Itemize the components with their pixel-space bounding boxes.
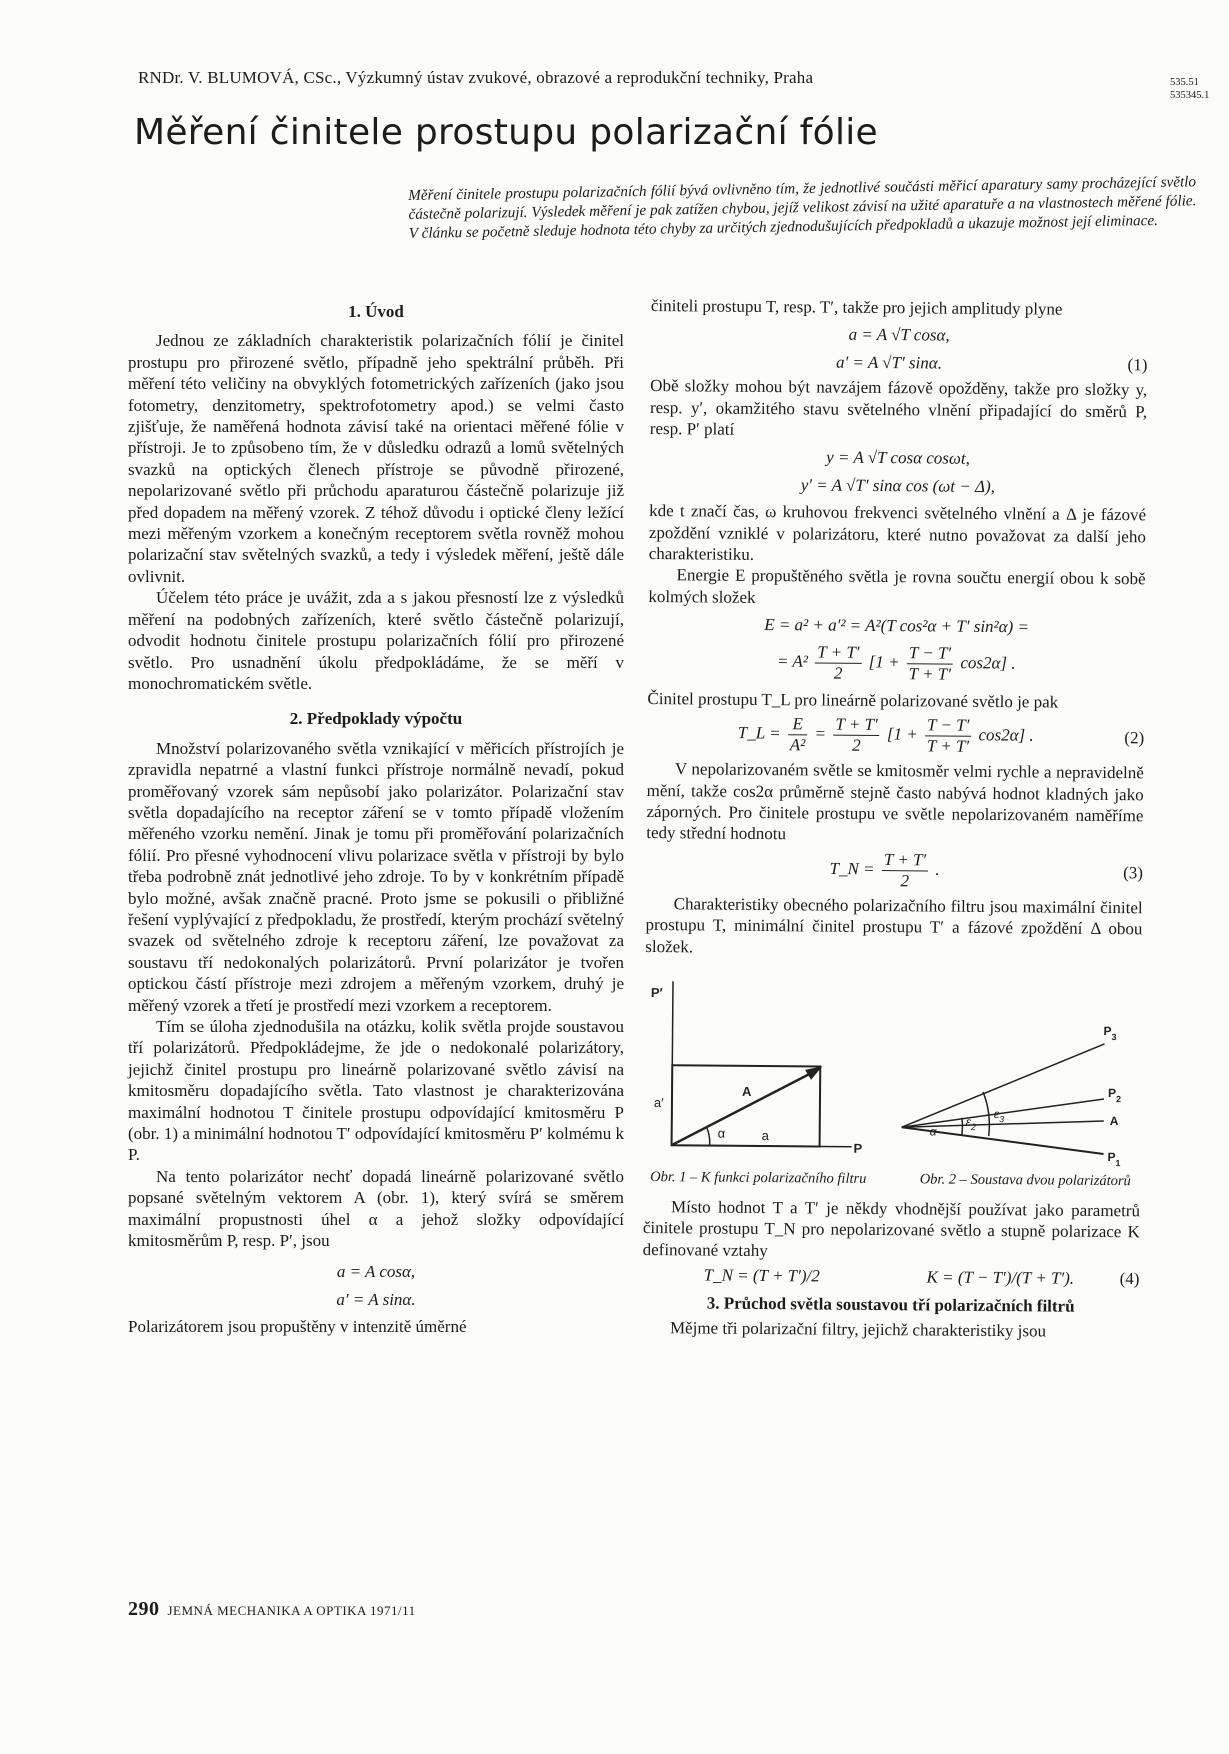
fraction bbox=[925, 716, 972, 757]
section-heading-assumptions: 2. Předpoklady výpočtu bbox=[289, 709, 463, 729]
paragraph: Činitel prostupu T_L pro lineárně polarizované světlo je pak bbox=[647, 688, 1059, 712]
paragraph: kde t značí čas, ω kruhovou frekvenci světelného vlnění a Δ je fázové zpoždění vzniklé v polarizátoru, které nutno považovat za další jeho charakteristiku. bbox=[648, 501, 1147, 564]
fig1-label-p-prime: P′ bbox=[650, 984, 663, 1001]
udc-2: 535345.1 bbox=[1170, 90, 1210, 101]
numerator: T − T′ bbox=[907, 643, 953, 664]
fig1-label-p: P bbox=[853, 1140, 863, 1156]
vector-arrowhead bbox=[806, 1067, 820, 1078]
eq-part: cos2α] . bbox=[960, 652, 1016, 673]
equation-number: (4) bbox=[1119, 1269, 1140, 1289]
equation: E = a² + a′² = A²(T cos²α + T′ sin²α) = bbox=[764, 615, 1030, 637]
equation-row bbox=[646, 848, 1143, 893]
fig2-p2-sub: 2 bbox=[1115, 1094, 1122, 1105]
fig2-p3-sub: 3 bbox=[1111, 1031, 1117, 1043]
journal-name: JEMNÁ MECHANIKA A OPTIKA 1971/11 bbox=[167, 1603, 416, 1618]
numerator: E bbox=[788, 714, 808, 735]
equation bbox=[648, 641, 1145, 686]
eq-part: = bbox=[814, 723, 827, 744]
numerator: T + T′ bbox=[882, 850, 928, 871]
numerator: T − T′ bbox=[925, 716, 971, 737]
paragraph: Mějme tři polarizační filtry, jejichž charakteristiky jsou bbox=[669, 1318, 1047, 1341]
equation: a′ = A sinα. bbox=[336, 1289, 416, 1309]
equation: a′ = A √T′ sinα. bbox=[835, 352, 943, 373]
denominator: 2 bbox=[852, 735, 861, 755]
paragraph: Obě složky mohou být navzájem fázově opožděny, takže pro složky y, resp. y′, okamžitého stavu světelného vlnění připadající do směrů P, resp. P′ platí bbox=[649, 376, 1148, 439]
fraction bbox=[833, 715, 880, 756]
eq-part: . bbox=[935, 859, 940, 879]
angle-arc-eps2 bbox=[962, 1118, 963, 1136]
eq-part: [1 + bbox=[868, 652, 900, 672]
fig2-label-p3 bbox=[1103, 1024, 1116, 1042]
equation-number: (3) bbox=[1123, 862, 1144, 882]
page-footer bbox=[128, 1598, 416, 1621]
fig2-eps3-sub: 3 bbox=[999, 1114, 1005, 1125]
equation: a = A √T cosα, bbox=[848, 325, 950, 346]
fig1-label-a: A bbox=[741, 1083, 752, 1099]
paragraph: Energie E propuštěného světla je rovna součtu energií obou k sobě kolmých složek bbox=[648, 565, 1146, 607]
fig2-label-a: A bbox=[1109, 1113, 1119, 1129]
left-column bbox=[128, 291, 624, 1338]
angle-arc bbox=[707, 1127, 710, 1145]
paragraph: Charakteristiky obecného polarizačního filtru jsou maximální činitel prostupu T, minimální činitel prostupu T′ a fázové zpoždění Δ obou složek. bbox=[645, 893, 1143, 956]
denominator: 2 bbox=[833, 663, 843, 683]
equation-number: (1) bbox=[1127, 354, 1148, 375]
fig2-eps2-sub: 2 bbox=[970, 1121, 977, 1132]
eq-part: T_N = bbox=[829, 858, 875, 879]
fig2-label-alpha: α bbox=[929, 1124, 937, 1139]
fraction bbox=[882, 850, 929, 891]
equation bbox=[646, 848, 1124, 893]
paragraph: činiteli prostupu T, resp. T′, takže pro jejich amplitudy plyne bbox=[650, 295, 1063, 319]
numerator: T + T′ bbox=[815, 642, 861, 663]
udc-1: 535.51 bbox=[1170, 77, 1199, 88]
equation: T_N = (T + T′)/2 bbox=[703, 1265, 820, 1286]
fraction bbox=[907, 643, 954, 684]
equation bbox=[647, 713, 1125, 758]
fig2-label-p2 bbox=[1108, 1086, 1121, 1104]
udc-code bbox=[1170, 76, 1209, 102]
author-line: RNDr. V. BLUMOVÁ, CSc., Výzkumný ústav zvukové, obrazové a reprodukční techniky, Praha bbox=[138, 68, 814, 87]
article-title: Měření činitele prostupu polarizační fólie bbox=[134, 112, 878, 153]
denominator: T + T′ bbox=[908, 663, 952, 684]
fig1-label-a-bar: a bbox=[761, 1127, 769, 1143]
denominator: 2 bbox=[900, 870, 910, 890]
paragraph: Polarizátorem jsou propuštěny v intenzitě úměrné bbox=[128, 1317, 467, 1337]
equation: y′ = A √T′ sinα cos (ωt − Δ), bbox=[800, 475, 996, 496]
equation-row bbox=[642, 1264, 1139, 1290]
page-number: 290 bbox=[128, 1598, 160, 1620]
fraction bbox=[815, 642, 862, 683]
equation-row bbox=[650, 350, 1147, 376]
caption-fig2: Obr. 2 – Soustava dvou polarizátorů bbox=[919, 1171, 1131, 1190]
denominator: A² bbox=[789, 735, 806, 755]
eq-part: = A² bbox=[776, 651, 809, 671]
fig2-eps3-letter: ε bbox=[993, 1106, 1000, 1122]
fig2-label-eps3 bbox=[994, 1107, 1004, 1124]
eq-part: T_L = bbox=[737, 723, 781, 743]
paragraph: Tím se úloha zjednodušila na otázku, kolik světla projde soustavou tří polarizátorů. Předpokládejme, že jde o nedokonalé polarizátory, jejichž činitel prostupu pro lineárně polarizované světlo závisí na kmitosměru dopadajícího světla. Tato vlastnost je charakterizována maximální hodnotou T činitele prostupu odpovídající kmitosměru P (obr. 1) a minimální hodnotou T′ odpovídající kmitosměru P′ kolmému k P. bbox=[128, 1017, 624, 1165]
fig2-p3-letter: P bbox=[1103, 1023, 1112, 1038]
paragraph: V nepolarizovaném světle se kmitosměr velmi rychle a nepravidelně mění, takže cos2α průměrně stejně často nabývá hodnot kladných jako záporných. Pro činitele prostupu ve světle nepolarizovaném naměříme tedy střední hodnotu bbox=[646, 759, 1144, 844]
section-heading-intro: 1. Úvod bbox=[348, 302, 404, 321]
figures bbox=[643, 965, 1142, 1169]
equation: y = A √T cosα cosωt, bbox=[826, 447, 971, 469]
figure-captions bbox=[643, 1169, 1140, 1190]
eq-part: [1 + bbox=[886, 724, 918, 744]
paragraph: Místo hodnot T a T′ je někdy vhodnější používat jako parametrů činitele prostupu T_N pro nepolarizované světlo a stupně polarizace K definované vztahy bbox=[642, 1197, 1141, 1260]
equation-row bbox=[647, 713, 1144, 758]
equation: K = (T − T′)/(T + T′). bbox=[926, 1267, 1075, 1288]
fig2-p1-letter: P bbox=[1107, 1149, 1116, 1165]
paragraph: Na tento polarizátor nechť dopadá lineárně polarizované světlo popsané světelným vektorem A (obr. 1), který svírá se směrem maximální propustnosti úhel α a jehož složky odpovídající kmitosměrům P, resp. P′, jsou bbox=[128, 1166, 624, 1251]
fraction bbox=[788, 714, 808, 755]
right-column bbox=[642, 295, 1148, 1343]
figure-1 bbox=[672, 981, 853, 1147]
fig1-label-a-prime: a′ bbox=[653, 1094, 664, 1111]
fig2-p2-letter: P bbox=[1107, 1085, 1117, 1101]
abstract: Měření činitele prostupu polarizačních fólií bývá ovlivněno tím, že jednotlivé součásti měřicí aparatury samy procházející světlo částečně polarizují. Výsledek měření je pak zatížen chybou, jejíž velikost závisí na užité aparatuře a na vlastnostech měřené fólie. V článku se početně sleduje hodnota této chyby za určitých zjednodušujících předpokladů a ukazuje možnost její eliminace. bbox=[408, 173, 1197, 242]
paragraph: Jednou ze základních charakteristik polarizačních fólií je činitel prostupu pro přirozené světlo, případně jeho spektrální průběh. Při měření této veličiny na obvyklých fotometrických zařízeních (jako jsou fotometry, denzitometry, spektrofotometry apod.) se velmi často zjišťuje, že naměřená hodnota závisí také na orientaci měřené fólie v přístroji. Je to způsobeno tím, že v důsledku odrazů a lomů světelných svazků na optických členech přístroje se původně přirozené, nepolarizované světlo při průchodu aparaturou částečně polarizuje již před dopadem na měřený vzorek. Z téhož důvodu i optické členy ležící mezi měřeným vzorkem a konečným receptorem světla rovněž mohou polarizační stav světelných svazků, a tedy i výsledek měření, ještě dále ovlivnit. bbox=[128, 331, 624, 586]
angle-arc-eps3 bbox=[983, 1092, 990, 1136]
paragraph: Účelem této práce je uvážit, zda a s jakou přesností lze z výsledků měření na podobných zařízeních, které světlo částečně polarizují, odvodit hodnotu činitele prostupu polarizačních fólií pro přirozené světlo. Pro usnadnění úkolu předpokládáme, že se měří v monochromatickém světle. bbox=[128, 588, 624, 693]
denominator: T + T′ bbox=[926, 736, 970, 756]
eq-part: cos2α] . bbox=[978, 725, 1034, 745]
fig1-label-alpha: α bbox=[717, 1125, 726, 1141]
vector-a bbox=[672, 1069, 817, 1146]
fig2-p1-sub: 1 bbox=[1115, 1158, 1121, 1169]
equation: a = A cosα, bbox=[336, 1262, 416, 1282]
section-heading-three-filters: 3. Průchod světla soustavou tří polarizačních filtrů bbox=[706, 1293, 1075, 1316]
fig2-eps2-letter: ε bbox=[965, 1114, 972, 1129]
equation-number: (2) bbox=[1124, 728, 1145, 748]
numerator: T + T′ bbox=[833, 715, 879, 736]
caption-fig1: Obr. 1 – K funkci polarizačního filtru bbox=[650, 1168, 867, 1187]
figure-diagrams bbox=[643, 965, 1142, 1169]
paragraph: Množství polarizovaného světla vznikající v měřicích přístrojích je zpravidla nepatrné a vlastní funkci přístroje normálně nevadí, pokud proměřovaný vzorek sám nepůsobí jako polarizátor. Polarizační stav světla dopadajícího na receptor záření se v tomto případě vložením měřeného vzorku nemění. Jinak je tomu při proměřování polarizačních fólií. Pro přesné vyhodnocení vlivu polarizace světla v přístroji by bylo třeba podrobně znát jednotlivé jeho zdroje. To by v konkrétním případě bylo možné, avšak značně pracné. Proto jsme se pokusili o přibližné řešení vyplývající z předpokladu, že prostředí, kterým prochází světelný svazek od světelného zdroje k receptoru záření, lze považovat za soustavu tří nedokonalých polarizátorů. První polarizátor je tvořen optickou částí přístroje mezi zdrojem a měřeným vzorkem, druhý je měřený vzorek a třetí je prostředí mezi vzorkem a receptorem. bbox=[128, 738, 624, 1015]
fig2-label-p1 bbox=[1107, 1150, 1120, 1168]
